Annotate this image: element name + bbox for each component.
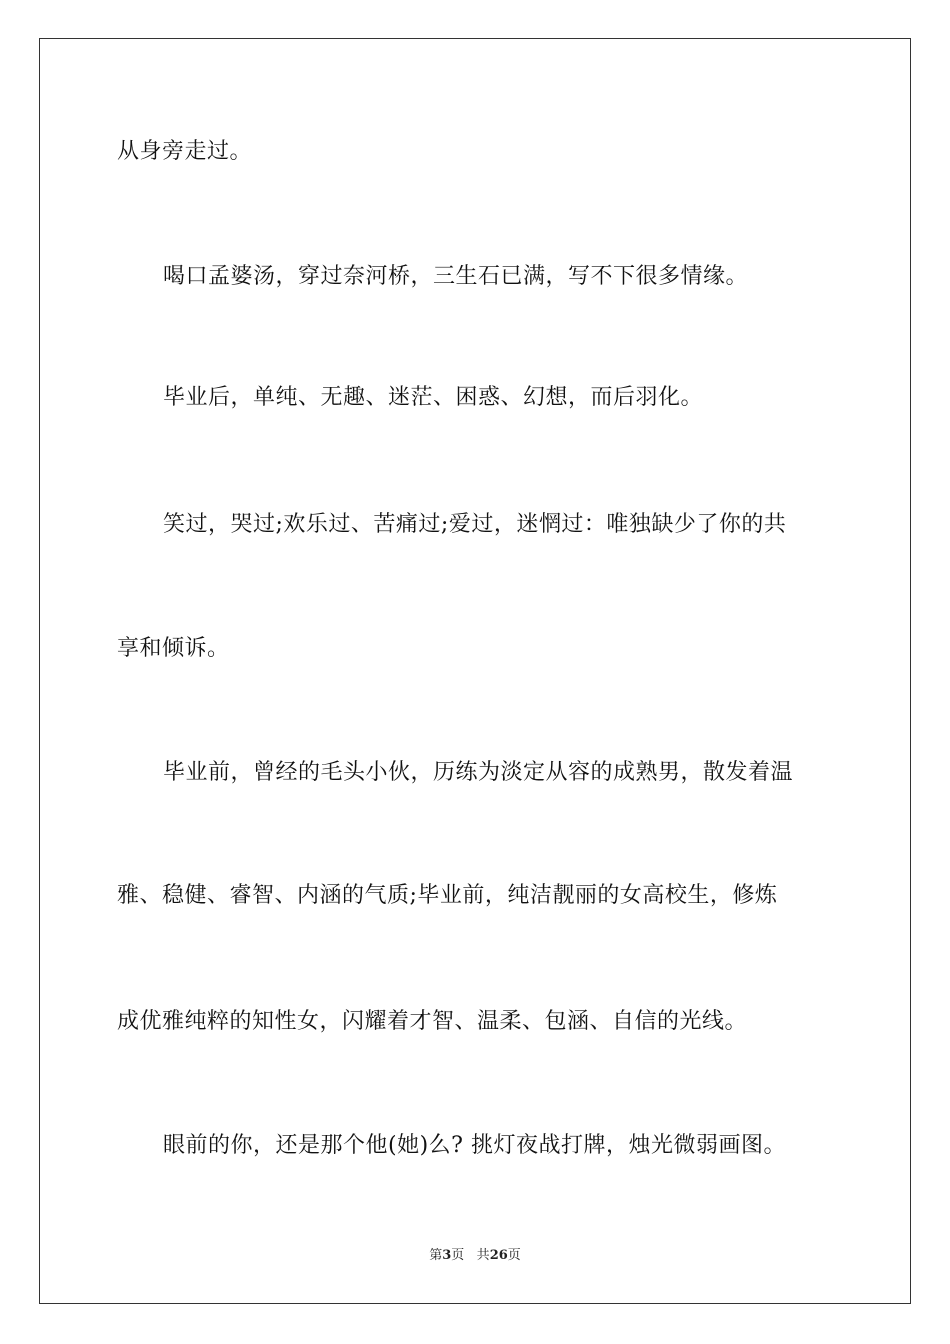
- page-suffix: 页: [451, 1248, 465, 1263]
- text-line-7: 雅、稳健、睿智、内涵的气质;毕业前，纯洁靓丽的女高校生，修炼: [117, 883, 778, 908]
- total-suffix: 页: [507, 1248, 521, 1263]
- total-prefix: 共: [476, 1248, 490, 1263]
- text-line-8: 成优雅纯粹的知性女，闪耀着才智、温柔、包涵、自信的光线。: [117, 1009, 748, 1034]
- page-number: 3: [442, 1248, 452, 1263]
- total-pages: 26: [489, 1248, 508, 1263]
- page-footer: [0, 1247, 950, 1265]
- page-prefix: 第: [429, 1248, 443, 1263]
- page-border: [39, 38, 911, 1304]
- text-line-4: 笑过，哭过;欢乐过、苦痛过;爱过，迷惘过：唯独缺少了你的共: [163, 512, 787, 537]
- text-line-9: 眼前的你，还是那个他(她)么? 挑灯夜战打牌，烛光微弱画图。: [163, 1133, 786, 1158]
- text-line-5: 享和倾诉。: [117, 636, 230, 661]
- text-line-2: 喝口孟婆汤，穿过奈河桥，三生石已满，写不下很多情缘。: [163, 264, 749, 289]
- text-line-3: 毕业后，单纯、无趣、迷茫、困惑、幻想，而后羽化。: [163, 385, 704, 410]
- text-line-1: 从身旁走过。: [117, 139, 253, 164]
- text-line-6: 毕业前，曾经的毛头小伙，历练为淡定从容的成熟男，散发着温: [163, 760, 794, 785]
